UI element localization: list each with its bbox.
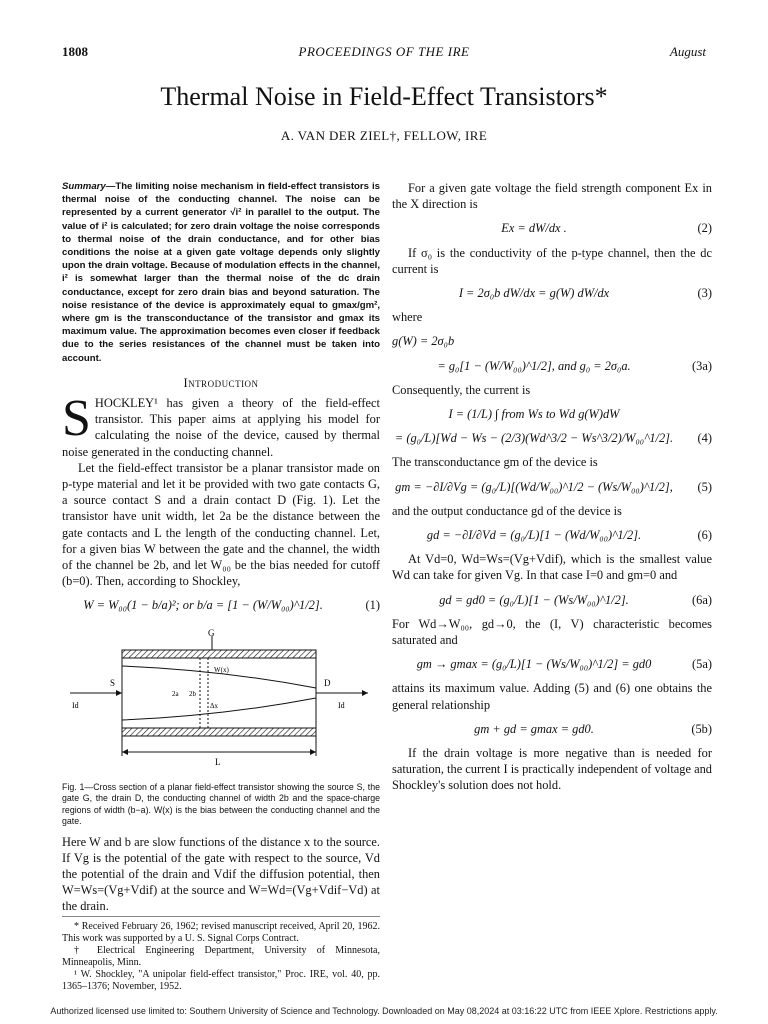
equation-6a: gd = gd0 = (g₀/L)[1 − (Ws/W₀₀)^1/2]. (6a) xyxy=(439,592,712,607)
equation-6: gd = −∂I/∂Vd = (g₀/L)[1 − (Wd/W₀₀)^1/2]. (6) xyxy=(426,528,712,543)
equation-5: gm = −∂I/∂Vg = (g₀/L)[(Wd/W₀₀)^1/2 − (Ws/W₀₀)^1/2], (5) xyxy=(395,479,712,494)
drain-current-out-label: Id xyxy=(338,700,345,710)
right-column xyxy=(392,180,712,794)
paper-title: Thermal Noise in Field-Effect Transistors* xyxy=(160,82,608,111)
bottom-gate-contact xyxy=(122,728,316,736)
abstract-label: Summary— xyxy=(62,181,116,192)
paragraph: The transconductance gm of the device is xyxy=(392,455,598,470)
where-label: where xyxy=(392,310,423,325)
equation-2: Ex = dW/dx . (2) xyxy=(501,221,712,236)
2b-label: 2b xyxy=(189,689,196,698)
equation-3a: = g₀[1 − (W/W₀₀)^1/2], and g₀ = 2σ₀a. (3a) xyxy=(437,358,712,373)
author-line: A. VAN DER ZIEL†, FELLOW, IRE xyxy=(280,128,488,143)
equation-3: I = 2σ₀b dW/dx = g(W) dW/dx (3) xyxy=(458,286,712,301)
journal-name: PROCEEDINGS OF THE IRE xyxy=(298,44,470,59)
figure-caption: Fig. 1—Cross section of a planar field-effect transistor showing the source S, the gate G, the drain D, the conducting channel of width 2b and the space-charge regions of width (b−a). W(x) is the bias between the conducting channel and the gate. xyxy=(62,781,380,827)
footnote: ¹ W. Shockley, "A unipolar field-effect transistor," Proc. IRE, vol. 40, pp. 1365–1376; November, 1952. xyxy=(62,969,380,992)
section-heading-introduction: Introduction xyxy=(183,375,259,390)
paragraph: For Wd→W₀₀, gd→0, the (I, V) characteristic becomes saturated and xyxy=(392,616,712,648)
left-column xyxy=(62,180,380,915)
paragraph: At Vd=0, Wd=Ws=(Vg+Vdif), which is the smallest value Wd can take for given Vg. In that case I=0 and gm=0 and xyxy=(392,552,712,583)
equation-3a-line-1: g(W) = 2σ₀b xyxy=(392,334,455,349)
equation-1: W = W₀₀(1 − b/a)²; or b/a = [1 − (W/W₀₀)^1/2]. (1) xyxy=(83,598,380,613)
license-notice: Authorized licensed use limited to: Southern University of Science and Technology. Downloaded on May 08,2024 at 03:16:22 UTC from IEEE Xplore. Restrictions apply. xyxy=(50,1006,718,1016)
2a-label: 2a xyxy=(172,689,179,698)
transistor-cross-section-diagram xyxy=(62,628,380,778)
drain-label: D xyxy=(324,677,331,688)
equation-4: = (g₀/L)[Wd − Ws − (2/3)(Wd^3/2 − Ws^3/2)/W₀₀^1/2]. (4) xyxy=(394,431,712,446)
issue-month: August xyxy=(669,44,706,59)
figure-1 xyxy=(62,628,380,828)
depletion-edge-bottom xyxy=(122,698,316,720)
dx-label: Δx xyxy=(210,701,219,710)
equation-number: (1) xyxy=(365,598,380,613)
footnote: † Electrical Engineering Department, University of Minnesota, Minneapolis, Minn. xyxy=(62,945,380,968)
equation-5a: gm → gmax = (g₀/L)[1 − (Ws/W₀₀)^1/2] = gd0 (5a) xyxy=(416,657,712,672)
equation-5b: gm + gd = gmax = gd0. (5b) xyxy=(474,721,712,736)
paragraph: If σ₀ is the conductivity of the p-type channel, then the dc current is xyxy=(392,245,712,276)
source-label: S xyxy=(110,677,116,688)
drop-cap: S xyxy=(62,390,91,448)
page-number: 1808 xyxy=(62,44,88,59)
gate-label: G xyxy=(208,627,215,638)
footnote: * Received February 26, 1962; revised manuscript received, April 20, 1962. This work was supported by a U. S. Signal Corps Contract. xyxy=(62,921,380,944)
drain-current-in-label: Id xyxy=(72,700,79,710)
paragraph: and the output conductance gd of the device is xyxy=(392,503,622,518)
length-label: L xyxy=(215,756,221,767)
top-gate-contact xyxy=(122,650,316,658)
running-header xyxy=(62,44,706,62)
wx-label: W(x) xyxy=(214,665,229,674)
equation-4-line-1: I = (1/L) ∫ from Ws to Wd g(W)dW xyxy=(448,407,620,422)
paragraph: Consequently, the current is xyxy=(392,382,531,397)
abstract xyxy=(62,180,380,365)
footnotes xyxy=(62,916,380,993)
post-figure-paragraph: Here W and b are slow functions of the distance x to the source. If Vg is the potential of the gate with respect to the source, Vd the potential of the drain and Vdif the diffusion potential, then W=Ws=(Vg+Vdif) at the source and W=Wd=(Vg+Vdif−Vd) at the drain. xyxy=(62,834,380,914)
paragraph: If the drain voltage is more negative than is needed for saturation, the current I is practically independent of voltage and Shockley's solution does not hold. xyxy=(392,746,712,793)
intro-paragraph-1: SHOCKLEY¹ has given a theory of the field-effect transistor. This paper aims at applying his model for calculating the noise of the device, caused by thermal noise generated in the conducting channel. xyxy=(62,390,380,459)
intro-paragraph-2: Let the field-effect transistor be a planar transistor made on p-type material and let it be provided with two gate contacts G, a source contact S and a drain contact D (Fig. 1). Let the transistor have unit width, let 2a be the distance between the gate contacts and L the length of the conducting channel. Let, for a given bias W between the gate and the channel, the width of the channel be 2b, and let W₀₀ be the bias needed for cutoff (b=0). Then, according to Shockley, xyxy=(62,460,380,589)
paragraph: For a given gate voltage the field strength component Ex in the X direction is xyxy=(392,181,712,212)
paragraph: attains its maximum value. Adding (5) and (6) one obtains the general relationship xyxy=(392,681,712,712)
abstract-text: The limiting noise mechanism in field-effect transistors is thermal noise of the conducting channel. The noise can be represented by a current generator √i² in parallel to the output. The value of i² is calculated; for zero drain voltage the noise corresponds to thermal noise of the drain conductance, and for other bias conditions the noise at a given gate voltage depends only slightly upon the drain voltage. Because of modulation effects in the channel, i² is somewhat larger than the thermal noise of the dc drain conductance, except for zero drain bias and beyond saturation. The noise resistance of the device is approximately equal to gmax/gm², where gm is the transconductance of the transistor and gmax its maximum value. The approximation becomes even closer if feedback due to the series resistances of the channel must be taken into account. xyxy=(62,181,380,364)
